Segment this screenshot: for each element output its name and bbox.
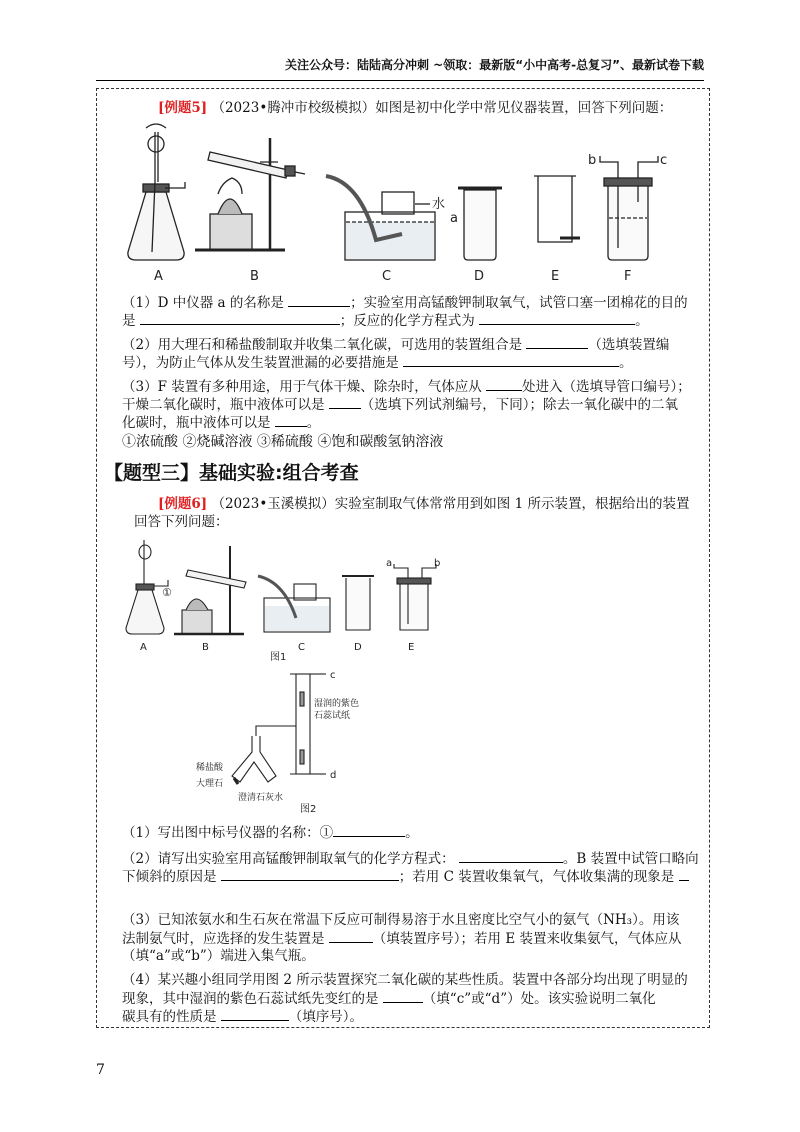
fig5-label-b-port: b xyxy=(588,153,597,168)
example6-intro-line2: 回答下列问题： xyxy=(134,514,229,530)
answer-blank[interactable] xyxy=(486,376,522,391)
ex5-q3-line3 xyxy=(122,412,320,433)
ex5-q2-line2 xyxy=(122,352,633,373)
text: （2）用大理石和稀盐酸制取并收集二氧化碳，可选用的装置组合是 xyxy=(122,337,523,353)
answer-blank[interactable] xyxy=(403,352,619,367)
text: （2）请写出实验室用高锰酸钾制取氧气的化学方程式： xyxy=(122,851,455,867)
apparatus-f xyxy=(600,156,658,260)
example5-intro xyxy=(158,98,672,118)
text: 现象，其中湿润的紫色石蕊试纸先变红的是 xyxy=(122,991,379,1007)
section-title: 【题型三】基础实验:组合考查 xyxy=(104,462,359,484)
answer-blank[interactable] xyxy=(140,310,340,325)
fig2-label-c: c xyxy=(330,670,336,681)
text: 干燥二氧化碳时，瓶中液体可以是 xyxy=(122,397,325,413)
page-header: 关注公众号：陆陆高分冲刺 ~领取：最新版“小中高考-总复习”、最新试卷下载 xyxy=(285,58,704,72)
apparatus-a xyxy=(128,124,185,260)
apparatus-e xyxy=(534,176,580,242)
fig1-label-b: B xyxy=(202,642,209,653)
answer-blank[interactable] xyxy=(275,412,307,427)
answer-blank[interactable] xyxy=(679,866,689,881)
fig5-label-c: C xyxy=(382,269,392,284)
page-number: 7 xyxy=(96,1062,105,1078)
text: 。B 装置中试管口略向 xyxy=(562,851,699,867)
fig5-label-f: F xyxy=(624,269,632,284)
text: （填序号）。 xyxy=(288,1009,364,1025)
header-rule xyxy=(96,80,704,81)
text: 是 xyxy=(122,313,136,329)
fig1-circle: ① xyxy=(162,586,172,599)
text: 。 xyxy=(405,825,419,841)
text: ；反应的化学方程式为 xyxy=(339,313,475,329)
fig1-caption: 图1 xyxy=(270,652,287,662)
fig1-label-a-port: a xyxy=(386,558,393,569)
example5-figure xyxy=(110,122,690,284)
text: （填装置序号）；若用 E 装置来收集氨气，气体应从 xyxy=(372,931,682,947)
text: 化碳时，瓶中液体可以是 xyxy=(122,415,271,431)
ex6-q3-line1: （3）已知浓氨水和生石灰在常温下反应可制得易溶于水且密度比空气小的氨气（NH₃）。用该 xyxy=(122,912,680,928)
text: 号），为防止气体从发生装置泄漏的必要措施是 xyxy=(122,355,399,371)
ex5-q1-line2 xyxy=(122,310,649,331)
fig2-paper-line2: 石蕊试纸 xyxy=(314,711,351,721)
fig1-label-b-port: b xyxy=(434,558,441,569)
ex6-q2-line2 xyxy=(122,866,689,887)
apparatus-c xyxy=(326,176,435,260)
fig5-label-b: B xyxy=(250,269,259,284)
fig2-label-d: d xyxy=(330,770,337,781)
text: （填“c”或“d”）处。该实验说明二氧化 xyxy=(422,991,656,1007)
answer-blank[interactable] xyxy=(479,310,635,325)
text: 碳具有的性质是 xyxy=(122,1009,217,1025)
ex5-options: ①浓硫酸 ②烧碱溶液 ③稀硫酸 ④饱和碳酸氢钠溶液 xyxy=(122,434,444,450)
text: （选填下列试剂编号，下同）；除去一氧化碳中的二氧 xyxy=(360,397,679,413)
ex6-q1 xyxy=(122,822,419,843)
apparatus-b xyxy=(195,138,305,250)
fig2-acid: 稀盐酸 xyxy=(196,763,224,773)
fig5-label-a-part: a xyxy=(450,211,458,226)
fig1-label-d: D xyxy=(354,642,362,653)
example5-intro-text: （2023•腾冲市校级模拟）如图是初中化学中常见仪器装置，回答下列问题： xyxy=(211,100,673,116)
example6-tag: [例题6] xyxy=(158,496,208,512)
answer-blank[interactable] xyxy=(221,1006,289,1021)
fig5-label-d: D xyxy=(474,269,485,284)
ex6-q3-line3: （填“a”或“b”）端进入集气瓶。 xyxy=(122,948,315,964)
text: 下倾斜的原因是 xyxy=(122,869,217,885)
ex6-q4-line3 xyxy=(122,1006,363,1027)
example6-intro-text: （2023•玉溪模拟）实验室制取气体常常用到如图 1 所示装置，根据给出的装置 xyxy=(211,496,690,512)
example6-figure1 xyxy=(118,532,448,662)
answer-blank[interactable] xyxy=(329,928,373,943)
answer-blank[interactable] xyxy=(383,988,423,1003)
text: ；若用 C 装置收集氧气，气体收集满的现象是 xyxy=(398,869,675,885)
fig5-label-c-port: c xyxy=(660,153,668,168)
fig2-paper-line1: 湿润的紫色 xyxy=(314,699,360,709)
text: （1）D 中仪器 a 的名称是 xyxy=(122,295,284,311)
fig2-marble: 大理石 xyxy=(196,779,224,789)
text: （选填装置编 xyxy=(588,337,670,353)
text: （3）F 装置有多种用途，用于气体干燥、除杂时，气体应从 xyxy=(122,379,482,395)
answer-blank[interactable] xyxy=(288,292,350,307)
text: 法制氨气时，应选择的发生装置是 xyxy=(122,931,325,947)
answer-blank[interactable] xyxy=(526,334,588,349)
answer-blank[interactable] xyxy=(221,866,399,881)
fig1-label-c: C xyxy=(298,642,305,653)
ex6-q4-line1: （4）某兴趣小组同学用图 2 所示装置探究二氧化碳的某些性质。装置中各部分均出现了明显的 xyxy=(122,972,688,988)
answer-blank[interactable] xyxy=(329,394,361,409)
fig2-limewater: 澄清石灰水 xyxy=(238,793,284,803)
fig5-label-e: E xyxy=(551,269,560,284)
text: 。 xyxy=(635,313,649,329)
fig5-label-a: A xyxy=(154,269,163,284)
text: 。 xyxy=(306,415,321,431)
fig5-label-water: 水 xyxy=(432,197,446,212)
text: 。 xyxy=(619,355,633,371)
example5-tag: [例题5] xyxy=(158,100,208,116)
example6-intro xyxy=(158,494,689,514)
answer-blank[interactable] xyxy=(459,848,563,863)
text: ；实验室用高锰酸钾制取氧气，试管口塞一团棉花的目的 xyxy=(350,295,688,311)
apparatus-d xyxy=(458,188,502,260)
answer-blank[interactable] xyxy=(333,822,405,837)
text: 处进入（选填导管口编号）； xyxy=(522,379,691,395)
example6-figure2 xyxy=(190,666,370,816)
text: （1）写出图中标号仪器的名称：① xyxy=(122,825,334,841)
fig2-caption: 图2 xyxy=(300,804,317,815)
fig1-label-e: E xyxy=(408,642,415,653)
fig1-label-a: A xyxy=(140,642,147,653)
